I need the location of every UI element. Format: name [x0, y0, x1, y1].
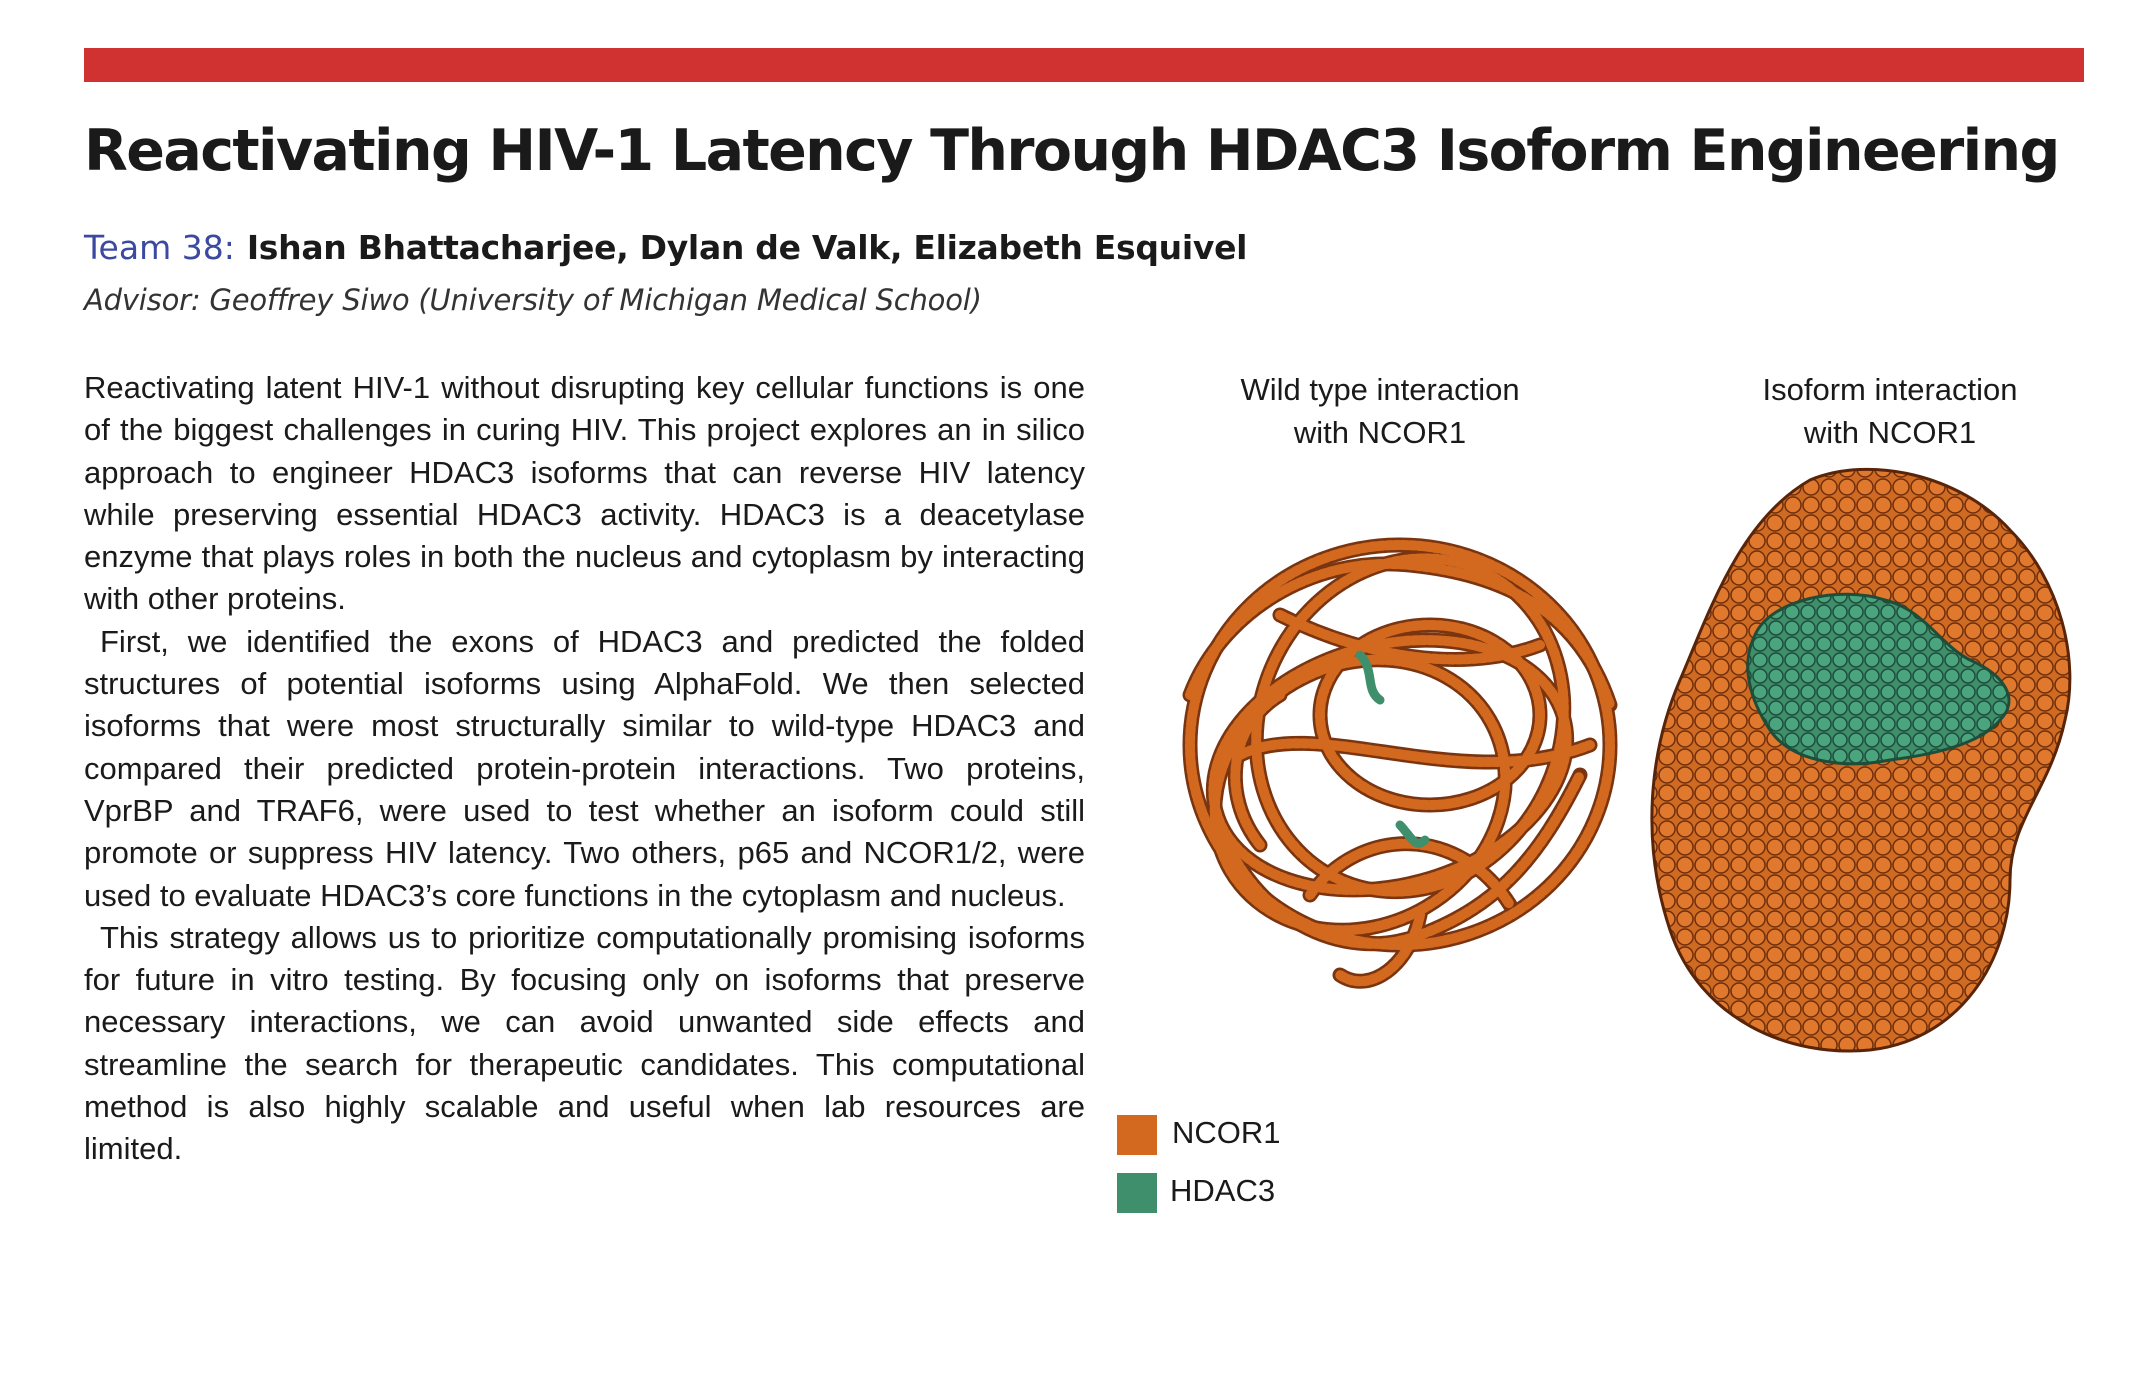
legend-ncor1-label: NCOR1	[1172, 1115, 1281, 1150]
isoform-label	[1720, 368, 2060, 454]
isoform-structure-image	[1640, 460, 2080, 1060]
advisor-line: Advisor: Geoffrey Siwo (University of Michigan Medical School)	[84, 283, 982, 317]
paragraph-2: First, we identified the exons of HDAC3 and predicted the folded structures of potential isoforms using AlphaFold. We then selected isoforms that were most structurally similar to wild-type HDAC3 and compared their predicted protein-protein interactions. Two proteins, VprBP and TRAF6, were used to test whether an isoform could still promote or suppress HIV latency. Two others, p65 and NCOR1/2, were used to evaluate HDAC3’s core functions in the cytoplasm and nucleus.	[84, 623, 1085, 913]
paragraph-1: Reactivating latent HIV-1 without disrupting key cellular functions is one of the biggest challenges in curing HIV. This project explores an in silico approach to engineer HDAC3 isoforms that can reverse HIV latency while preserving essential HDAC3 activity. HDAC3 is a deacetylase enzyme that plays roles in both the nucleus and cytoplasm by interacting with other proteins.	[84, 370, 1085, 617]
wild-type-label-line1: Wild type interaction	[1240, 372, 1520, 407]
wild-type-structure-image	[1160, 495, 1650, 1015]
team-line	[84, 226, 1247, 268]
page-title: Reactivating HIV-1 Latency Through HDAC3 Isoform Engineering	[84, 118, 2059, 184]
wild-type-label-line2: with NCOR1	[1293, 415, 1467, 450]
top-accent-bar	[84, 48, 2084, 82]
team-members: Ishan Bhattacharjee, Dylan de Valk, Elizabeth Esquivel	[246, 228, 1248, 267]
body-text	[84, 367, 1085, 1171]
team-label: Team 38:	[84, 228, 235, 267]
paragraph-3: This strategy allows us to prioritize computationally promising isoforms for future in vitro testing. By focusing only on isoforms that preserve necessary interactions, we can avoid unwanted side effects and streamline the search for therapeutic candidates. This computational method is also highly scalable and useful when lab resources are limited.	[84, 919, 1085, 1167]
legend-hdac3-label: HDAC3	[1170, 1173, 1276, 1208]
isoform-label-line1: Isoform interaction	[1762, 372, 2018, 407]
legend-ncor1-swatch	[1117, 1115, 1157, 1155]
isoform-label-line2: with NCOR1	[1803, 415, 1977, 450]
legend-hdac3-swatch	[1117, 1173, 1157, 1213]
wild-type-label	[1210, 368, 1550, 454]
